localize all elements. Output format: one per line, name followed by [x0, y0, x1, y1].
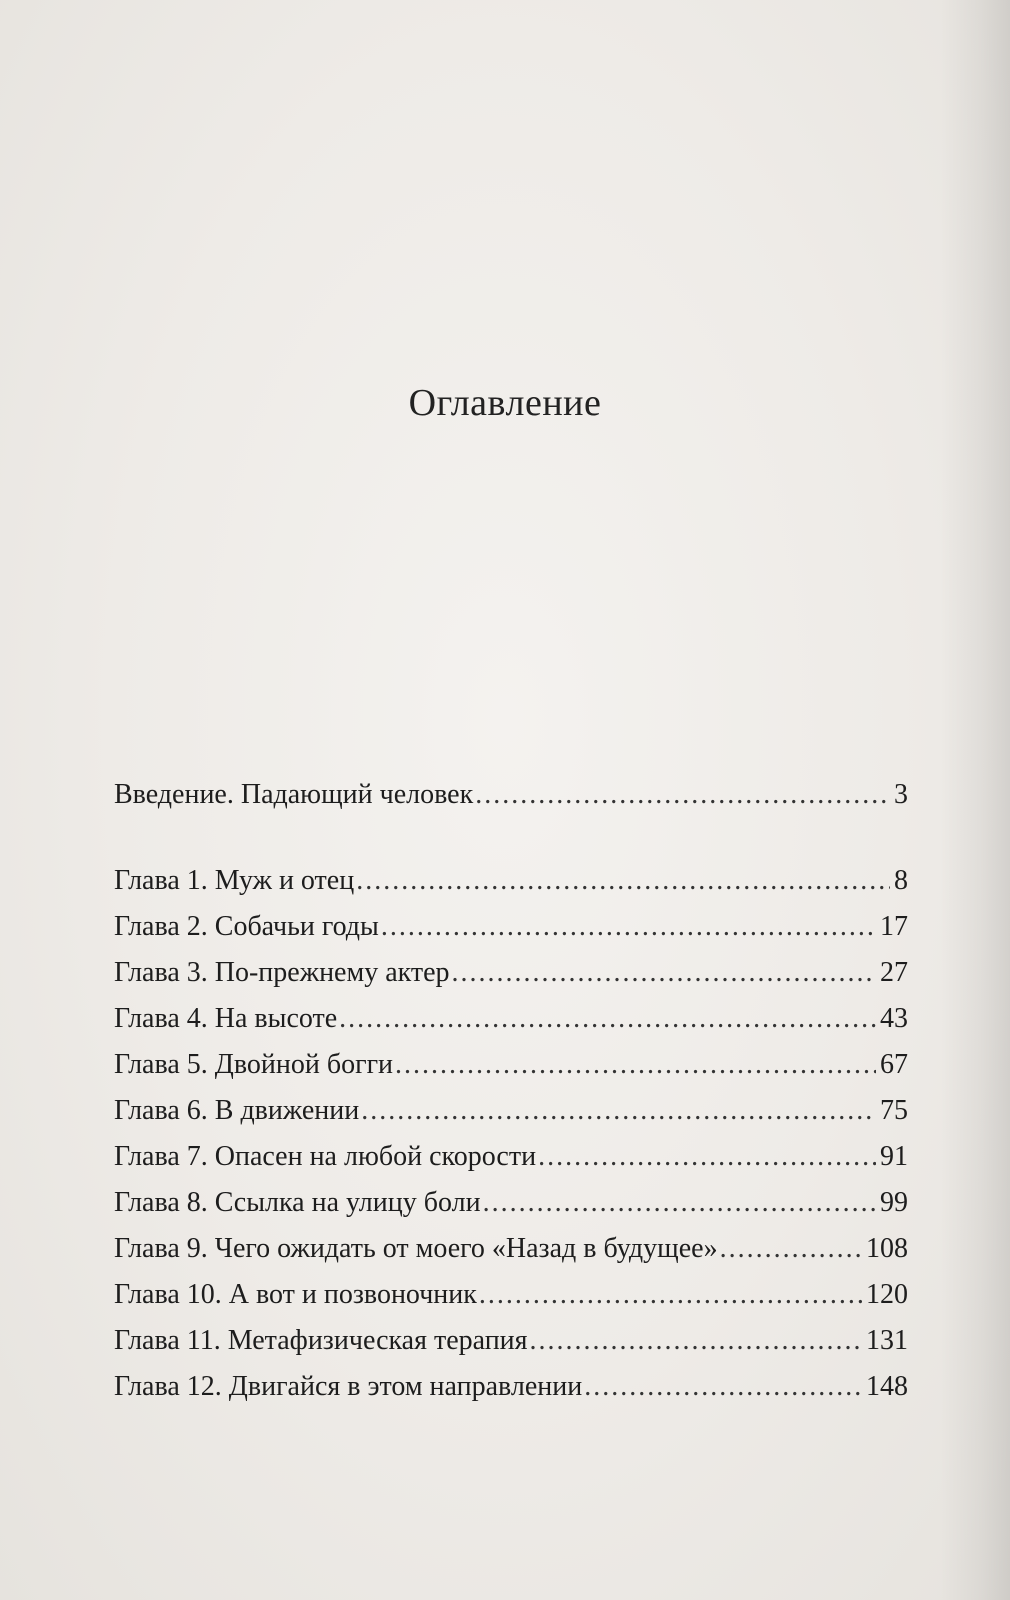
- toc-entry-label: Глава 2. Собачьи годы: [114, 911, 379, 942]
- toc-leader-dots: [475, 772, 890, 818]
- toc-leader-dots: [339, 996, 876, 1042]
- toc-entry-label: Введение. Падающий человек: [114, 779, 474, 810]
- toc-entry-label: Глава 1. Муж и отец: [114, 865, 355, 896]
- toc-entry-label: Глава 10. А вот и позвоночник: [114, 1279, 477, 1310]
- page-title: Оглавление: [408, 382, 602, 425]
- toc-entry-page: 120: [866, 1279, 908, 1310]
- toc-leader-dots: [395, 1042, 876, 1088]
- toc-entry-page: 148: [866, 1371, 908, 1402]
- toc-entry-label: Глава 4. На высоте: [114, 1003, 338, 1034]
- toc-entry-page: 3: [894, 779, 908, 810]
- toc-entry-page: 8: [894, 865, 908, 896]
- toc-entry-page: 91: [880, 1141, 908, 1172]
- toc-entry-label: Глава 6. В движении: [114, 1095, 360, 1126]
- toc-entry-chapter-7: [114, 1134, 908, 1180]
- toc-leader-dots: [381, 904, 876, 950]
- toc-leader-dots: [720, 1226, 862, 1272]
- toc-entry-label: Глава 5. Двойной богги: [114, 1049, 394, 1080]
- toc-entry-label: Глава 3. По-прежнему актер: [114, 957, 450, 988]
- toc-leader-dots: [356, 858, 890, 904]
- toc-entry-page: 99: [880, 1187, 908, 1218]
- toc-entry-page: 43: [880, 1003, 908, 1034]
- toc-entry-label: Глава 12. Двигайся в этом направлении: [114, 1371, 583, 1402]
- toc-entry-chapter-10: [114, 1272, 908, 1318]
- toc-entry-chapter-9: [114, 1226, 908, 1272]
- toc-entry-chapter-1: [114, 858, 908, 904]
- toc-entry-page: 75: [880, 1095, 908, 1126]
- toc-entry-chapter-11: [114, 1318, 908, 1364]
- toc-entry-page: 131: [866, 1325, 908, 1356]
- toc-leader-dots: [361, 1088, 876, 1134]
- toc-leader-dots: [584, 1364, 862, 1410]
- toc-entry-page: 108: [866, 1233, 908, 1264]
- toc-entry-chapter-2: [114, 904, 908, 950]
- toc-leader-dots: [479, 1272, 862, 1318]
- toc-leader-dots: [530, 1318, 862, 1364]
- toc-leader-dots: [452, 950, 876, 996]
- toc-entry-introduction: [114, 772, 908, 818]
- toc-entry-page: 67: [880, 1049, 908, 1080]
- toc-entry-page: 27: [880, 957, 908, 988]
- toc-leader-dots: [483, 1180, 876, 1226]
- toc-entry-label: Глава 11. Метафизическая терапия: [114, 1325, 528, 1356]
- page-edge-shadow: [940, 0, 1010, 1600]
- toc-entry-label: Глава 7. Опасен на любой скорости: [114, 1141, 537, 1172]
- toc-entry-label: Глава 8. Ссылка на улицу боли: [114, 1187, 481, 1218]
- toc-entry-chapter-4: [114, 996, 908, 1042]
- table-of-contents: [114, 772, 908, 1410]
- toc-entry-chapter-5: [114, 1042, 908, 1088]
- toc-leader-dots: [538, 1134, 876, 1180]
- toc-entry-chapter-12: [114, 1364, 908, 1410]
- toc-entry-label: Глава 9. Чего ожидать от моего «Назад в будущее»: [114, 1233, 718, 1264]
- toc-entry-page: 17: [880, 911, 908, 942]
- toc-entry-chapter-6: [114, 1088, 908, 1134]
- toc-entry-chapter-3: [114, 950, 908, 996]
- toc-entry-chapter-8: [114, 1180, 908, 1226]
